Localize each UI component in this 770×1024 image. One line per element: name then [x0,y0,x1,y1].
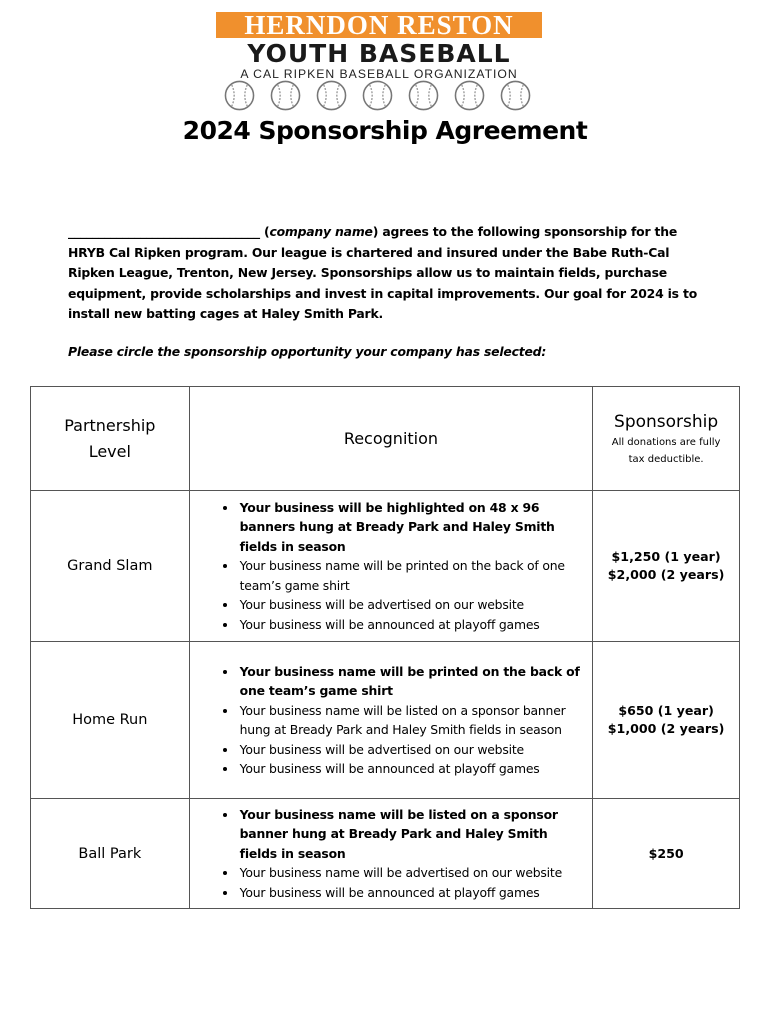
recognition-cell [189,799,593,909]
company-name-label: company name [269,224,373,239]
price-cell [593,799,740,909]
price-2-years: $1,000 (2 years) [607,721,725,736]
logo-tagline: A CAL RIPKEN BASEBALL ORGANIZATION [240,67,518,81]
intro-paragraph: ________________________________ (company name) agrees to the following sponsorship for the HRYB Cal Ripken program. Our league is chartered and insured under the Babe Ruth-Cal Ripken League, Trenton, New Jersey. Sponsorships allow us to maintain fields, purchase equipment, provide scholarships and invest in capital improvements. Our goal for 2024 is to install new batting cages at Haley Smith Park. [68,224,698,321]
level-cell [31,491,190,642]
header-sponsorship-label: Sponsorship [614,411,719,432]
baseball-icon [316,80,347,111]
list-item: • Your business name will be printed on the back of one team’s game shirt [238,556,583,595]
company-name-blank[interactable]: ________________________________ [68,224,260,239]
logo-title: HERNDON RESTON [216,12,542,38]
header-sponsorship [593,387,740,491]
level-ball-park: Ball Park [78,845,142,862]
table-row[interactable] [31,642,740,799]
tax-note-line2: tax deductible. [628,453,704,465]
price-1-year: $650 (1 year) [618,703,714,718]
price-2-years: $2,000 (2 years) [607,567,725,582]
table-header-row [31,387,740,491]
baseball-icon [362,80,393,111]
list-item: • Your business name will be advertised on our website [238,863,583,883]
level-cell [31,642,190,799]
list-item: • Your business will be announced at playoff games [238,615,583,635]
recognition-list [190,498,593,635]
header-recognition [189,387,593,491]
level-cell [31,799,190,909]
list-item: • Your business will be announced at playoff games [238,883,583,903]
price-cell [593,642,740,799]
recognition-list [190,662,593,779]
league-logo [216,12,542,112]
header-recognition-label: Recognition [343,429,439,448]
table-row[interactable] [31,491,740,642]
list-item: • Your business will be highlighted on 48 x 96 banners hung at Bready Park and Haley Smith fields in season [238,498,583,557]
logo-subtitle: YOUTH BASEBALL [247,39,511,68]
header-level-line1: Partnership [64,415,156,435]
list-item: • Your business name will be listed on a sponsor banner hung at Bready Park and Haley Smith fields in season [238,701,583,740]
recognition-list [190,805,593,903]
table-row[interactable] [31,799,740,909]
baseball-icon [408,80,439,111]
selection-instruction: Please circle the sponsorship opportunity your company has selected: [68,344,547,359]
level-grand-slam: Grand Slam [67,558,153,574]
header-partnership-level [31,387,190,491]
baseball-icon [224,80,255,111]
baseball-icon [270,80,301,111]
list-item: • Your business will be announced at playoff games [238,759,583,779]
price-1-year: $1,250 (1 year) [611,549,721,564]
recognition-cell [189,642,593,799]
baseball-icon [454,80,485,111]
tax-note-line1: All donations are fully [611,436,721,448]
recognition-cell [189,491,593,642]
header-level-line2: Level [88,441,131,461]
level-home-run: Home Run [72,712,148,728]
list-item: • Your business will be advertised on our website [238,595,583,615]
list-item: • Your business name will be listed on a sponsor banner hung at Bready Park and Haley Smith fields in season [238,805,583,864]
sponsorship-table [30,386,740,909]
price-cell [593,491,740,642]
list-item: • Your business will be advertised on our website [238,740,583,760]
page-title: 2024 Sponsorship Agreement [182,116,588,145]
price-ball-park: $250 [648,845,684,861]
baseball-row [224,80,531,111]
list-item: • Your business name will be printed on the back of one team’s game shirt [238,662,583,701]
baseball-icon [500,80,531,111]
intro-text: agrees to the following sponsorship for the HRYB Cal Ripken program. Our league is chartered and insured under the Babe Ruth-Cal Ripken League, Trenton, New Jersey. Sponsorships allow us to maintain fields, purchase equipment, provide scholarships and invest in capital improvements. Our goal for 2024 is to install new batting cages at Haley Smith Park. [68,224,698,321]
